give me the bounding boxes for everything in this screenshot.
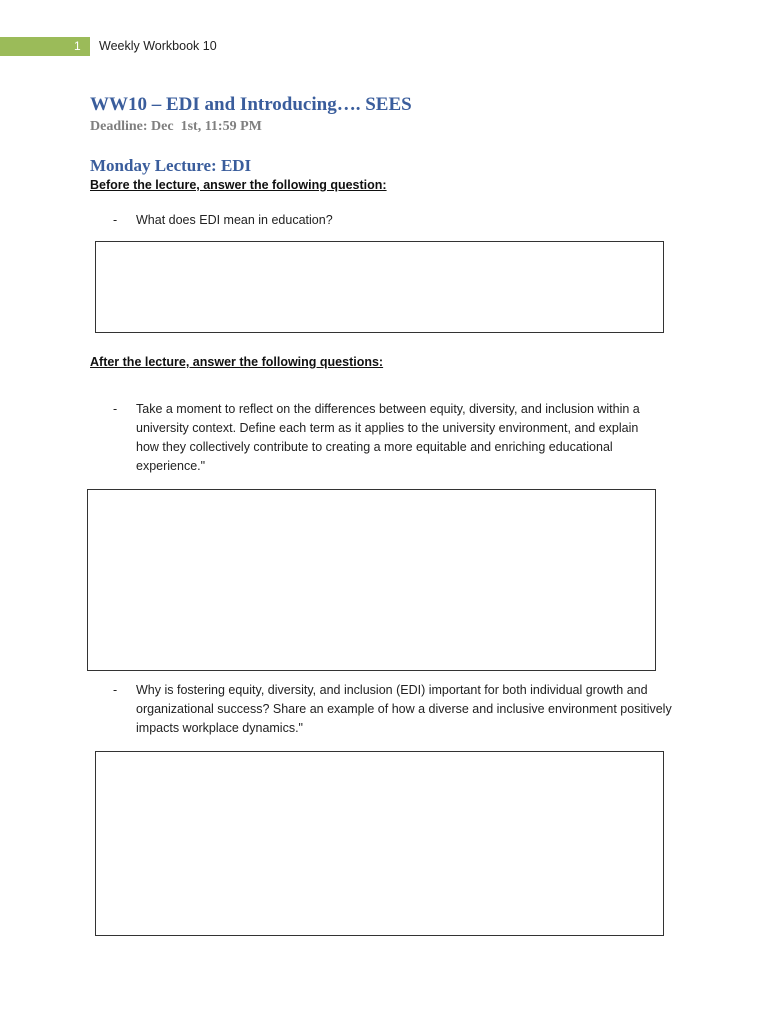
page-number: 1 xyxy=(74,39,81,53)
question-1-line: What does EDI mean in education? xyxy=(136,213,333,227)
deadline: Deadline: Dec 1st, 11:59 PM xyxy=(90,119,262,134)
answer-box-3[interactable] xyxy=(95,751,664,936)
question-3-line: impacts workplace dynamics." xyxy=(136,721,303,735)
header-title: Weekly Workbook 10 xyxy=(99,39,217,53)
question-3 xyxy=(136,681,672,738)
document-title: WW10 – EDI and Introducing…. SEES xyxy=(90,94,412,115)
after-lecture-instruction: After the lecture, answer the following questions: xyxy=(90,355,384,369)
question-1 xyxy=(136,211,333,230)
section-title: Monday Lecture: EDI xyxy=(90,156,252,175)
question-3-line: organizational success? Share an example of how a diverse and inclusive environment positively xyxy=(136,702,672,716)
answer-box-1[interactable] xyxy=(95,241,664,333)
bullet-marker: - xyxy=(113,683,118,697)
bullet-marker: - xyxy=(113,402,118,416)
question-2-line: experience." xyxy=(136,459,206,473)
bullet-marker: - xyxy=(113,213,118,227)
question-2-line: Take a moment to reflect on the differences between equity, diversity, and inclusion within a xyxy=(136,402,640,416)
question-2-line: university context. Define each term as it applies to the university environment, and explain xyxy=(136,421,639,435)
before-lecture-instruction: Before the lecture, answer the following question: xyxy=(90,178,387,192)
question-3-line: Why is fostering equity, diversity, and inclusion (EDI) important for both individual growth and xyxy=(136,683,648,697)
question-2-line: how they collectively contribute to creating a more equitable and enriching educational xyxy=(136,440,613,454)
question-2 xyxy=(136,400,640,476)
answer-box-2[interactable] xyxy=(87,489,656,671)
